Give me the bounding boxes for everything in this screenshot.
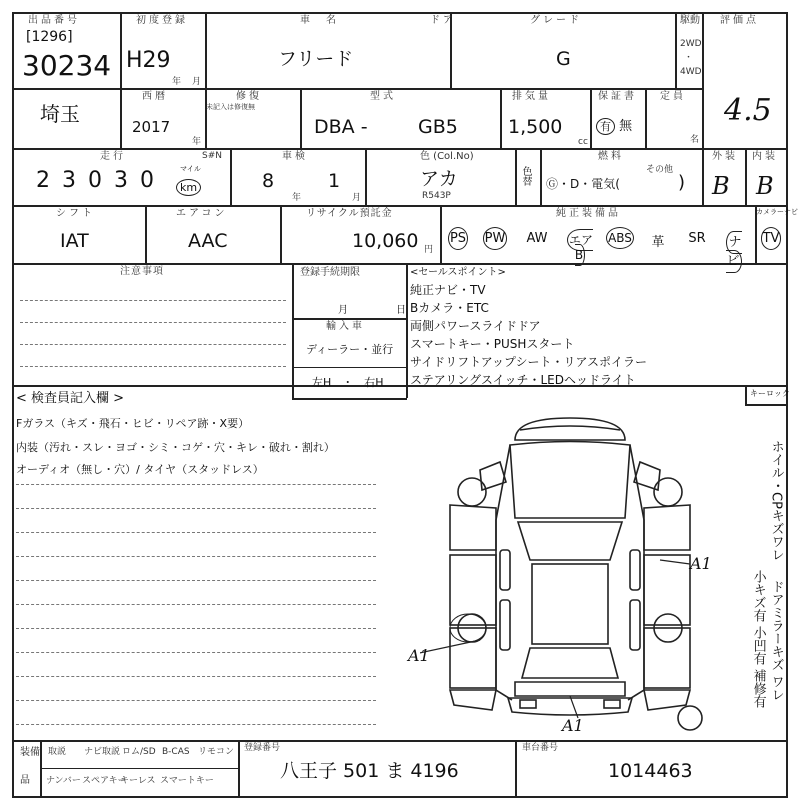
- mileage-unit: [176, 178, 201, 196]
- sales-point: ステアリングスイッチ・LEDヘッドライト: [410, 373, 636, 387]
- option-ps: [444, 231, 472, 246]
- repair-note: 未記入は修復無: [206, 103, 255, 111]
- damage-mark-rear: A1: [562, 716, 584, 735]
- option-sr: [683, 231, 711, 246]
- footer-item: B-CAS: [162, 747, 190, 757]
- lot-sub-number: [1296]: [26, 29, 73, 45]
- equipment-cat-bottom: 品: [20, 775, 30, 786]
- footer-item: スペアキー: [82, 776, 127, 786]
- right-rear-fender: [644, 690, 690, 710]
- warranty-options: [596, 118, 632, 135]
- score-label: 評価点: [720, 15, 759, 26]
- shift-label: シフト: [56, 208, 95, 219]
- import-dealer: ディーラー・並行: [306, 343, 394, 356]
- border-left: [12, 12, 14, 798]
- shift-ac-label: S#N: [202, 151, 222, 161]
- model-label: 型式: [370, 91, 396, 102]
- inspector-title: < 検査員記入欄 >: [16, 391, 125, 406]
- right-front-wheel: [654, 478, 682, 506]
- option-aw: [523, 231, 551, 246]
- footer-item: ナンバー: [46, 776, 81, 786]
- mileage-label: 走行: [100, 151, 126, 162]
- spare-tire: [678, 706, 702, 730]
- fuel-other-label: その他: [646, 165, 674, 175]
- repair-label: 修復: [236, 91, 262, 102]
- recycle-unit: 円: [424, 245, 434, 255]
- sales-point: サイドリフトアップシート・リアスポイラー: [410, 355, 648, 369]
- inspection-label: 車検: [282, 151, 308, 162]
- footer-item: 取説: [48, 747, 67, 757]
- left-rear-door: [450, 628, 496, 688]
- lot-number: 30234: [22, 49, 112, 82]
- interior-label: 内装: [752, 151, 778, 162]
- fuel-options: Ⓖ・D・電気(: [546, 177, 620, 191]
- sales-point: スマートキー・PUSHスタート: [410, 337, 575, 351]
- ac-value: AAC: [188, 230, 228, 252]
- sales-label: <セールスポイント>: [410, 267, 506, 278]
- model-year: 2017: [132, 118, 171, 136]
- rear-hatch: [515, 682, 625, 696]
- km-circled: km: [176, 179, 201, 196]
- mileage-digit: 2: [36, 168, 62, 193]
- inspection-month: 1: [328, 170, 341, 192]
- drive-dot: ・: [684, 53, 694, 63]
- option-abs: [603, 231, 637, 245]
- option-airbag: [562, 231, 598, 262]
- hood: [510, 442, 630, 519]
- footer-item: ロム/SD: [122, 747, 156, 757]
- option-ps-label: PS: [448, 227, 468, 250]
- chassis-label: 車台番号: [522, 743, 559, 753]
- border-top: [12, 12, 788, 14]
- score-value: 4.5: [724, 93, 772, 128]
- grade-label: グレード: [530, 15, 582, 26]
- sales-point: Bカメラ・ETC: [410, 301, 489, 315]
- chassis-number: 1014463: [608, 760, 693, 782]
- option-abs-label: ABS: [606, 227, 634, 249]
- mileage-digit: 0: [140, 168, 166, 193]
- drive-4wd: 4WD: [680, 67, 702, 77]
- deadline-month: 月: [338, 305, 348, 316]
- region: 埼玉: [40, 102, 80, 126]
- equipment-cat-top: 装備: [20, 747, 40, 758]
- rear-glass: [522, 648, 618, 678]
- warranty-yes-circled: 有: [596, 118, 615, 135]
- option-nav-label: ナビ: [726, 231, 741, 273]
- left-front-wheel: [458, 478, 486, 506]
- footer-item: キーレス: [120, 776, 156, 786]
- model-year-unit: 年: [192, 137, 202, 147]
- option-nav: [720, 231, 748, 269]
- inspector-line-interior: 内装（汚れ・スレ・ヨゴ・シミ・コゲ・穴・キレ・破れ・割れ）: [16, 441, 335, 454]
- warranty-no: 無: [619, 119, 633, 134]
- color-code: R543P: [422, 191, 451, 201]
- shift-value: IAT: [60, 230, 89, 252]
- mileage-digit: 3: [62, 168, 88, 193]
- car-name: フリード: [278, 48, 354, 70]
- car-name-label: 車 名: [300, 15, 339, 26]
- capacity-unit: 名: [690, 135, 700, 145]
- option-tv: [757, 231, 785, 246]
- option-tv-label: TV: [761, 227, 782, 250]
- model-code: GB5: [418, 116, 458, 138]
- door-label: ドア: [430, 15, 456, 26]
- fuel-close: ): [678, 172, 686, 193]
- mileage-unit-mile: マイル: [180, 165, 201, 173]
- mileage-digit: 0: [88, 168, 114, 193]
- footer-item: ナビ取説: [84, 747, 121, 757]
- option-leather: [644, 231, 672, 250]
- year-label: 西暦: [142, 91, 168, 102]
- mileage-digit: 3: [114, 168, 140, 193]
- equipment-label: 純正装備品: [556, 208, 621, 219]
- ac-label: エアコン: [176, 208, 228, 219]
- option-pw: [481, 231, 509, 246]
- option-pw-label: PW: [483, 227, 508, 250]
- damage-mark-left: A1: [408, 646, 430, 665]
- cc-label: 排気量: [512, 91, 551, 102]
- car-diagram: [420, 400, 720, 740]
- right-rear-door: [644, 628, 690, 688]
- windshield: [518, 522, 622, 560]
- engine-cc: 1,500: [508, 116, 563, 138]
- import-label: 輸入車: [326, 321, 365, 332]
- option-sr-label: SR: [688, 231, 706, 246]
- recycle-label: リサイクル預託金: [306, 208, 393, 219]
- option-leather-label: 革: [651, 235, 665, 250]
- grade: G: [556, 48, 571, 70]
- border-bottom: [12, 796, 788, 798]
- footer-item: スマートキー: [160, 776, 214, 786]
- plate-label: 登録番号: [244, 743, 281, 753]
- side-note-mirror: ドアミラーキズ ワレ: [768, 580, 784, 702]
- reg-year-unit: 年: [172, 77, 182, 87]
- option-airbag-label: エアB: [567, 229, 593, 266]
- camera-nav-label: カメラーナビ: [756, 208, 798, 216]
- drive-2wd: 2WD: [680, 39, 702, 49]
- reg-year: H29: [126, 48, 171, 73]
- inspection-month-unit: 月: [352, 193, 362, 203]
- color-name: アカ: [420, 168, 458, 190]
- recycle-value: 10,060: [352, 230, 419, 252]
- footer-item: リモコン: [198, 747, 235, 757]
- mileage-digits: [36, 170, 166, 192]
- lot-label: 出品番号: [28, 15, 80, 26]
- side-note-damage: 小キズ有 小凹有 補修有: [750, 570, 766, 709]
- left-rear-fender: [450, 690, 496, 710]
- exterior-label: 外装: [712, 151, 738, 162]
- caution-label: 注意事項: [120, 266, 164, 277]
- plate-number: 八王子 501 ま 4196: [280, 760, 459, 782]
- inspector-line-audio: オーディオ（無し・穴）/ タイヤ（スタッドレス）: [16, 463, 264, 476]
- option-aw-label: AW: [526, 231, 548, 246]
- inspection-year: 8: [262, 170, 275, 192]
- interior-grade: B: [756, 172, 774, 200]
- deadline-day: 日: [396, 305, 406, 316]
- side-note-wheel: ホイル・CPキズワレ: [768, 440, 784, 561]
- exterior-grade: B: [712, 172, 730, 200]
- cc-unit: cc: [578, 137, 588, 147]
- key-lock-label: キーロック: [750, 389, 790, 398]
- capacity-label: 定員: [660, 91, 686, 102]
- sales-point: 両側パワースライドドア: [410, 319, 541, 333]
- reg-month-unit: 月: [192, 77, 202, 87]
- model-prefix: DBA -: [314, 116, 368, 138]
- import-side: 左H ・ 右H: [312, 376, 384, 389]
- color-change-label: 色替: [520, 166, 531, 186]
- left-front-fender: [450, 505, 496, 550]
- warranty-label: 保証書: [598, 91, 637, 102]
- roof: [532, 564, 608, 644]
- damage-mark-right: A1: [690, 554, 712, 573]
- right-front-fender: [644, 505, 690, 550]
- fuel-label: 燃料: [598, 151, 624, 162]
- inspector-line-glass: Fガラス（キズ・飛石・ヒビ・リペア跡・X要）: [16, 417, 250, 430]
- color-label: 色 (Col.No): [420, 151, 474, 162]
- inspection-year-unit: 年: [292, 193, 302, 203]
- drive-label: 駆動: [680, 15, 700, 26]
- deadline-label: 登録手続期限: [300, 267, 360, 278]
- reg-label: 初度登録: [136, 15, 188, 26]
- sales-point: 純正ナビ・TV: [410, 283, 486, 297]
